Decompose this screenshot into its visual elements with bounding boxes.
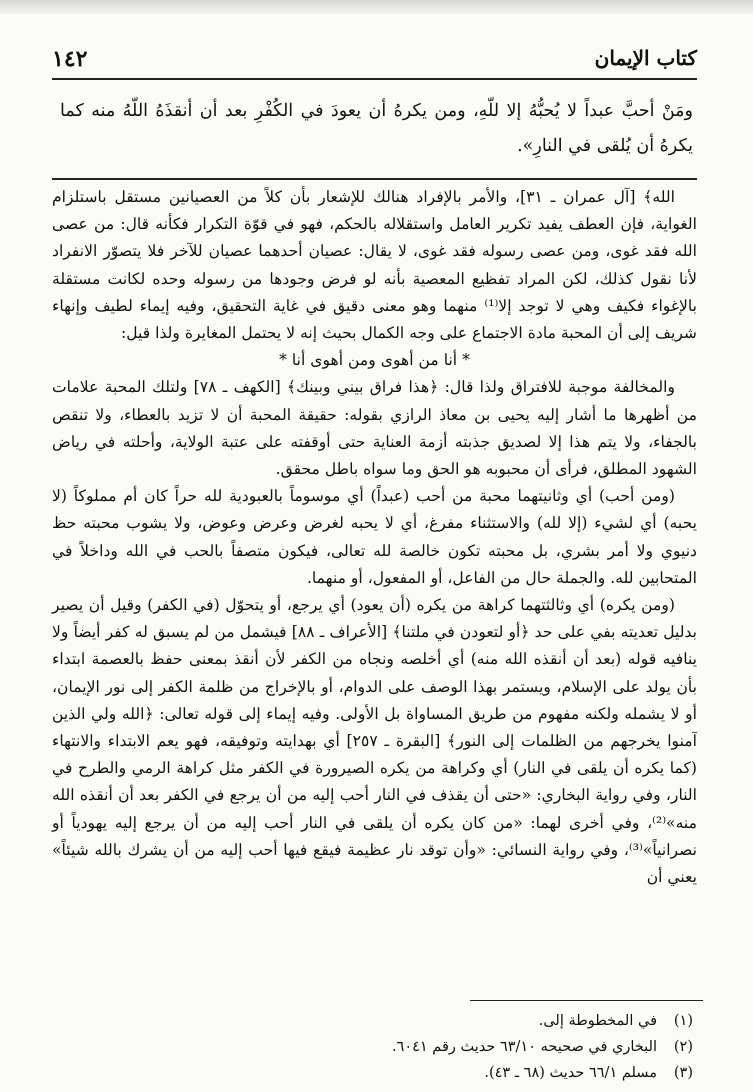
hadith-text: ومَنْ أحبَّ عبداً لا يُحبُّهُ إلا للّهِ، ومن يكرهُ أن يعودَ في الكُفْرِ بعد أن أنقذَهُ اللّهُ منه كما يكرهُ أن يُلقى في النارِ». — [60, 101, 693, 156]
commentary-paragraph-4: (ومن يكره) أي وثالثتهما كراهة من يكره (أن يعود) أي يرجع، أو يتحوّل (في الكفر) وقيل أن يصير بدليل تعديته بفي على حد ﴿أو لتعودن في ملتنا﴾ [الأعراف ـ ٨٨] فيشمل من لم يسبق له كفر أيضاً ولا ينافيه قوله (بعد أن أنقذه الله منه) أي أخلصه ونجاه من الكفر لأن أنقذ بمعنى حفظ بالعصمة ابتداء بأن يولد على الإسلام، ويستمر بهذا الوصف على الدوام، أو بالإخراج من ظلمة الكفر إلى نور الإيمان، أو لا يشمله ولكنه مفهوم من طريق المساواة بل الأولى. وفيه إيماء إلى قوله تعالى: ﴿الله ولي الذين آمنوا يخرجهم من الظلمات إلى النور﴾ [البقرة ـ ٢٥٧] أي بهدايته وتوفيقه، فهو يعم الابتداء والانتهاء (كما يكره أن يلقى في النار) أي وكراهة من يكره الصيرورة في الكفر مثل كراهة الرمي والطرح في النار، وفي رواية البخاري: «حتى أن يقذف في النار أحب إليه من أن يرجع في الكفر بعد أن أنقذه الله منه»⁽²⁾، وفي أخرى لهما: «من كان يكره أن يلقى في النار أحب إليه من أن يرجع إليه يهودياً أو نصرانياً»⁽³⁾، وفي رواية النسائي: «وأن توقد نار عظيمة فيقع فيها أحب إليه من أن يشرك بالله شيئاً» يعني أن — [52, 596, 697, 887]
page-number: ١٤٢ — [52, 46, 88, 72]
footnote-number: (٣) — [673, 1065, 693, 1081]
footnote-text: مسلم ٦٦/١ حديث (٦٨ ـ ٤٣). — [484, 1065, 657, 1081]
footnote-text: في المخطوطة إلى. — [538, 1013, 657, 1029]
commentary-paragraph-2: والمخالفة موجبة للافتراق ولذا قال: ﴿هذا فراق بيني وبينك﴾ [الكهف ـ ٧٨] ولتلك المحبة علامات من أظهرها ما أشار إليه يحيى بن معاذ الرازي بقوله: حقيقة المحبة أن لا تزيد بالعطاء، ولا تنقص بالجفاء، ولا يتم هذا إلا لصديق جذبته أزمة العناية حتى أوقفته على عتبة الولاية، وأحلته في رياض الشهود المطلق، فرأى أن محبوبه هو الحق وما سواه باطل محقق. — [52, 378, 697, 479]
footnote-2 — [60, 1034, 693, 1060]
book-title: كتاب الإيمان — [594, 46, 697, 70]
header-divider — [52, 78, 697, 80]
page-header — [52, 40, 697, 80]
commentary — [52, 184, 697, 891]
commentary-paragraph-1: الله﴾ [آل عمران ـ ٣١]، والأمر بالإفراد هنالك للإشعار بأن كلاً من العصيانين مستقل باستلزام الغواية، فإن العطف يفيد تكرير العامل واستقلاله بالحكم، فهو في قوّة التكرار فكأنه قال: من عصى الله فقد غوى، ومن عصى رسوله فقد غوى، لا يقال: عصيان أحدهما عصيان للآخر فلا يتصوّر الانفراد لأنا نقول كذلك، لكن المراد تفظيع المعصية بأنه لو فرض وجودها من رسوله وحده لكانت مستقلة بالإغواء فكيف وهي لا توجد إلا⁽¹⁾ منهما وهو معنى دقيق في غاية التحقيق، وفيه إيماء لطيف وإنهاء شريف إلى أن المحبة مادة الاجتماع على وجه الكمال بحيث إنه لا يحتمل المغايرة ولذا قيل: — [52, 188, 697, 343]
poetry-verse: * أنا من أهوى ومن أهوى أنا * — [279, 351, 470, 370]
footnote-divider — [470, 1000, 703, 1001]
scan-edge — [0, 0, 753, 14]
footnote-text: البخاري في صحيحه ٦٣/١٠ حديث رقم ٦٠٤١. — [391, 1039, 657, 1055]
footnote-number: (١) — [673, 1013, 693, 1029]
footnote-3 — [60, 1060, 693, 1086]
matn-divider — [52, 178, 697, 180]
footnotes — [60, 1008, 693, 1086]
commentary-paragraph-3: (ومن أحب) أي وثانيتهما محبة من أحب (عبداً) أي موسوماً بالعبودية لله حراً كان أم مملوكاً (لا يحبه) أي لشيء (إلا لله) والاستثناء مفرغ، أي لا يحبه لغرض وعرض وعوض، ولا يشوب محبته حظ دنيوي ولا أمر بشري، بل محبته تكون خالصة لله تعالى، فيكون متصفاً بالحب في الله وداخلاً في المتحابين لله. والجملة حال من الفاعل، أو المفعول، أو منهما. — [52, 487, 697, 587]
footnote-number: (٢) — [673, 1039, 693, 1055]
footnote-1 — [60, 1008, 693, 1034]
